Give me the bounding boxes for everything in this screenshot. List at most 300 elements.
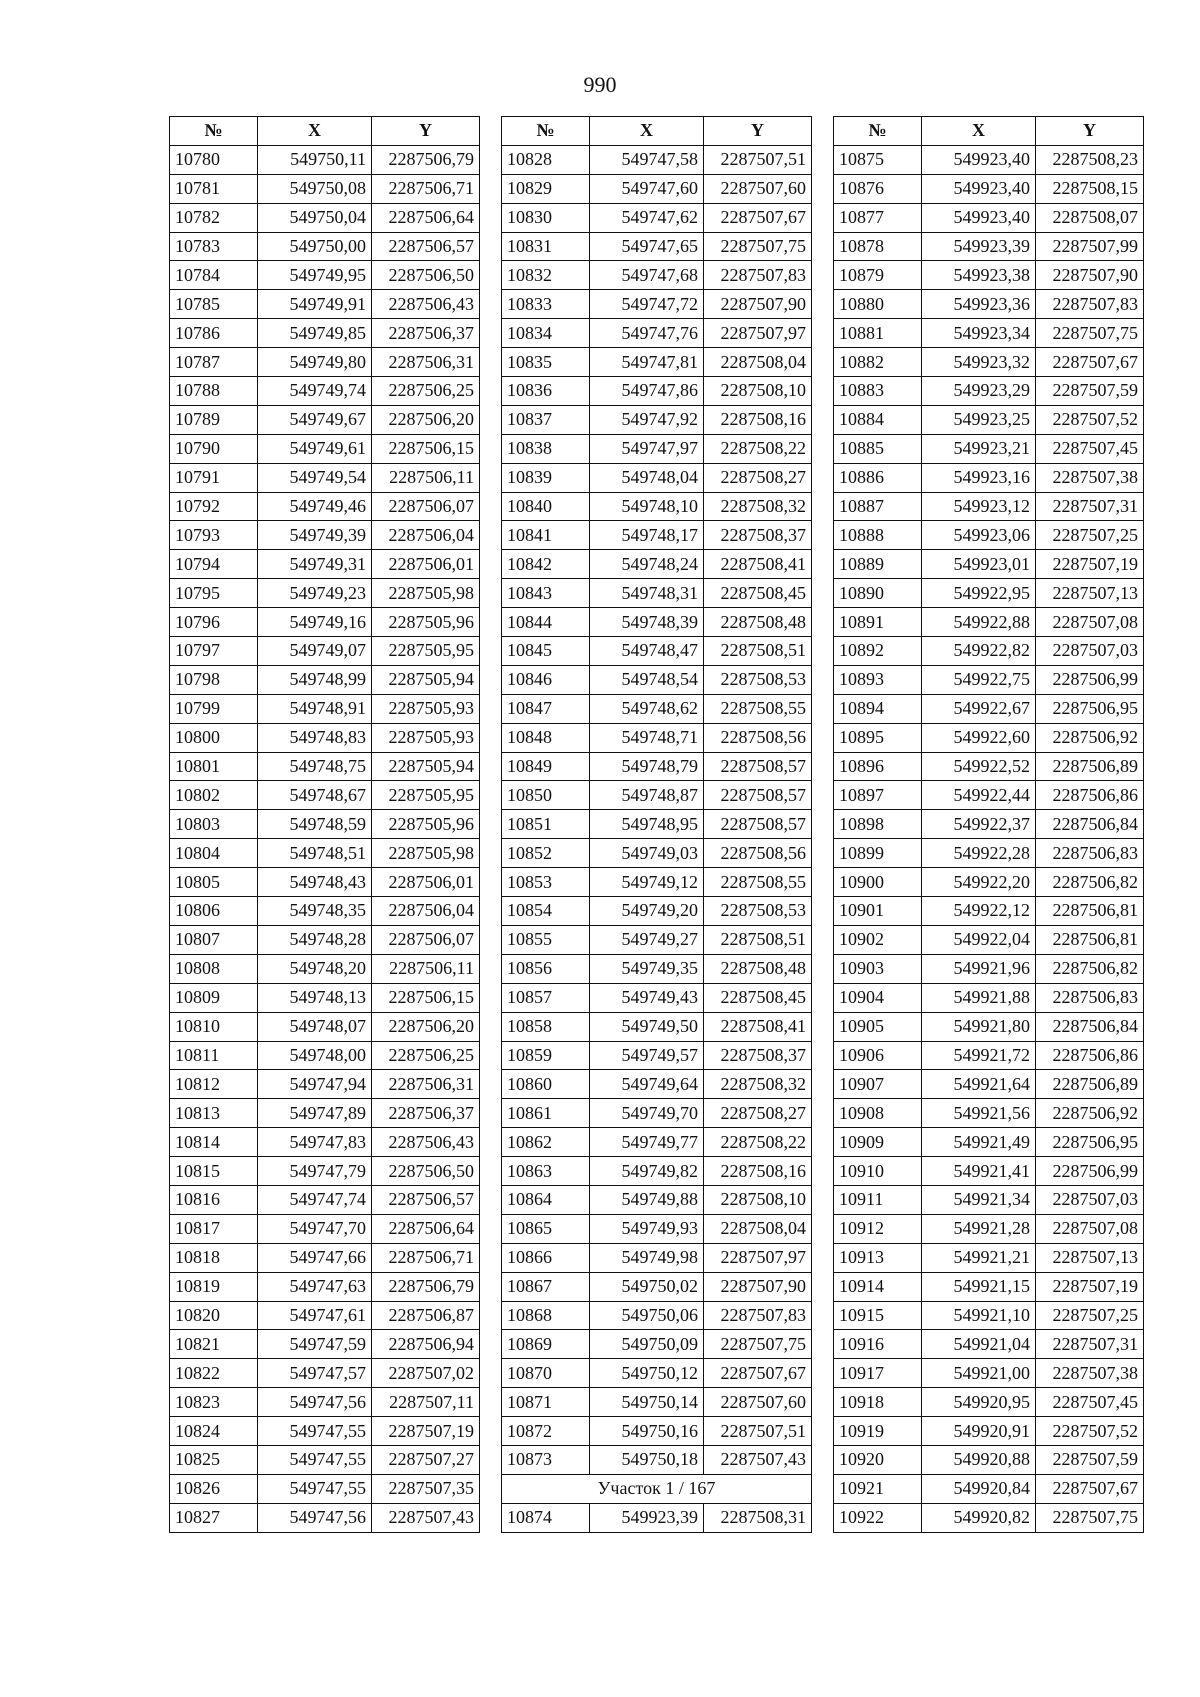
point-number-cell: 10914 (834, 1272, 922, 1301)
point-number-cell: 10859 (502, 1041, 590, 1070)
y-coordinate-cell: 2287506,31 (372, 1070, 480, 1099)
point-number-cell: 10873 (502, 1445, 590, 1474)
y-coordinate-cell: 2287506,04 (372, 897, 480, 926)
y-coordinate-cell: 2287507,60 (704, 1388, 812, 1417)
y-coordinate-cell: 2287506,37 (372, 319, 480, 348)
table-row (834, 492, 1144, 521)
x-coordinate-cell: 549922,44 (922, 781, 1036, 810)
table-row (502, 983, 812, 1012)
point-number-cell: 10866 (502, 1243, 590, 1272)
point-number-cell: 10820 (170, 1301, 258, 1330)
y-coordinate-cell: 2287507,25 (1036, 521, 1144, 550)
x-coordinate-cell: 549747,56 (258, 1503, 372, 1532)
table-row (834, 579, 1144, 608)
column-header-y: Y (372, 117, 480, 146)
y-coordinate-cell: 2287506,71 (372, 174, 480, 203)
point-number-cell: 10814 (170, 1128, 258, 1157)
y-coordinate-cell: 2287508,04 (704, 348, 812, 377)
y-coordinate-cell: 2287507,19 (1036, 1272, 1144, 1301)
x-coordinate-cell: 549748,28 (258, 925, 372, 954)
y-coordinate-cell: 2287507,35 (372, 1474, 480, 1503)
table-row (502, 145, 812, 174)
y-coordinate-cell: 2287507,51 (704, 145, 812, 174)
point-number-cell: 10922 (834, 1503, 922, 1532)
point-number-cell: 10812 (170, 1070, 258, 1099)
point-number-cell: 10843 (502, 579, 590, 608)
table-row (502, 1474, 812, 1503)
y-coordinate-cell: 2287506,57 (372, 232, 480, 261)
point-number-cell: 10892 (834, 637, 922, 666)
table-row (834, 232, 1144, 261)
table-row (502, 723, 812, 752)
x-coordinate-cell: 549749,85 (258, 319, 372, 348)
point-number-cell: 10853 (502, 868, 590, 897)
table-row (502, 925, 812, 954)
table-row (834, 1474, 1144, 1503)
table-row (170, 723, 480, 752)
y-coordinate-cell: 2287508,31 (704, 1503, 812, 1532)
column-header-x: X (590, 117, 704, 146)
x-coordinate-cell: 549747,81 (590, 348, 704, 377)
point-number-cell: 10869 (502, 1330, 590, 1359)
point-number-cell: 10805 (170, 868, 258, 897)
y-coordinate-cell: 2287506,25 (372, 377, 480, 406)
point-number-cell: 10857 (502, 983, 590, 1012)
x-coordinate-cell: 549750,11 (258, 145, 372, 174)
y-coordinate-cell: 2287506,04 (372, 521, 480, 550)
y-coordinate-cell: 2287506,71 (372, 1243, 480, 1272)
point-number-cell: 10836 (502, 377, 590, 406)
y-coordinate-cell: 2287508,45 (704, 579, 812, 608)
point-number-cell: 10821 (170, 1330, 258, 1359)
point-number-cell: 10830 (502, 203, 590, 232)
table-row (834, 983, 1144, 1012)
x-coordinate-cell: 549921,34 (922, 1185, 1036, 1214)
y-coordinate-cell: 2287507,43 (372, 1503, 480, 1532)
point-number-cell: 10782 (170, 203, 258, 232)
x-coordinate-cell: 549922,60 (922, 723, 1036, 752)
table-row (502, 377, 812, 406)
point-number-cell: 10915 (834, 1301, 922, 1330)
point-number-cell: 10838 (502, 434, 590, 463)
table-row (834, 521, 1144, 550)
x-coordinate-cell: 549923,25 (922, 405, 1036, 434)
table-row (502, 1301, 812, 1330)
y-coordinate-cell: 2287506,86 (1036, 781, 1144, 810)
x-coordinate-cell: 549749,03 (590, 839, 704, 868)
x-coordinate-cell: 549923,29 (922, 377, 1036, 406)
point-number-cell: 10850 (502, 781, 590, 810)
x-coordinate-cell: 549748,59 (258, 810, 372, 839)
table-row (502, 1503, 812, 1532)
x-coordinate-cell: 549747,89 (258, 1099, 372, 1128)
x-coordinate-cell: 549749,67 (258, 405, 372, 434)
x-coordinate-cell: 549749,88 (590, 1185, 704, 1214)
point-number-cell: 10815 (170, 1157, 258, 1186)
table-row (834, 1445, 1144, 1474)
y-coordinate-cell: 2287506,50 (372, 1157, 480, 1186)
x-coordinate-cell: 549748,71 (590, 723, 704, 752)
y-coordinate-cell: 2287506,01 (372, 868, 480, 897)
table-row (502, 608, 812, 637)
point-number-cell: 10910 (834, 1157, 922, 1186)
y-coordinate-cell: 2287505,98 (372, 839, 480, 868)
point-number-cell: 10870 (502, 1359, 590, 1388)
table-row (170, 1388, 480, 1417)
x-coordinate-cell: 549747,74 (258, 1185, 372, 1214)
x-coordinate-cell: 549750,02 (590, 1272, 704, 1301)
table-row (834, 145, 1144, 174)
point-number-cell: 10896 (834, 752, 922, 781)
x-coordinate-cell: 549923,40 (922, 174, 1036, 203)
y-coordinate-cell: 2287506,43 (372, 1128, 480, 1157)
x-coordinate-cell: 549921,49 (922, 1128, 1036, 1157)
table-header-row (834, 117, 1144, 146)
x-coordinate-cell: 549750,14 (590, 1388, 704, 1417)
x-coordinate-cell: 549749,64 (590, 1070, 704, 1099)
x-coordinate-cell: 549747,83 (258, 1128, 372, 1157)
table-row (502, 810, 812, 839)
table-row (834, 290, 1144, 319)
table-row (834, 1330, 1144, 1359)
y-coordinate-cell: 2287507,83 (704, 1301, 812, 1330)
point-number-cell: 10903 (834, 954, 922, 983)
y-coordinate-cell: 2287507,02 (372, 1359, 480, 1388)
x-coordinate-cell: 549922,88 (922, 608, 1036, 637)
table-row (834, 1128, 1144, 1157)
x-coordinate-cell: 549923,39 (590, 1503, 704, 1532)
y-coordinate-cell: 2287508,16 (704, 405, 812, 434)
table-row (170, 781, 480, 810)
point-number-cell: 10855 (502, 925, 590, 954)
x-coordinate-cell: 549748,75 (258, 752, 372, 781)
y-coordinate-cell: 2287508,04 (704, 1214, 812, 1243)
x-coordinate-cell: 549748,43 (258, 868, 372, 897)
coordinates-table-3 (833, 116, 1144, 1533)
point-number-cell: 10912 (834, 1214, 922, 1243)
y-coordinate-cell: 2287505,95 (372, 781, 480, 810)
table-row (502, 694, 812, 723)
y-coordinate-cell: 2287505,95 (372, 637, 480, 666)
y-coordinate-cell: 2287507,83 (1036, 290, 1144, 319)
y-coordinate-cell: 2287507,75 (1036, 319, 1144, 348)
point-number-cell: 10899 (834, 839, 922, 868)
table-row (170, 839, 480, 868)
y-coordinate-cell: 2287506,95 (1036, 694, 1144, 723)
table-row (834, 550, 1144, 579)
table-row (502, 1099, 812, 1128)
x-coordinate-cell: 549920,84 (922, 1474, 1036, 1503)
y-coordinate-cell: 2287507,27 (372, 1445, 480, 1474)
y-coordinate-cell: 2287507,38 (1036, 1359, 1144, 1388)
y-coordinate-cell: 2287508,48 (704, 608, 812, 637)
x-coordinate-cell: 549923,38 (922, 261, 1036, 290)
x-coordinate-cell: 549748,10 (590, 492, 704, 521)
x-coordinate-cell: 549748,35 (258, 897, 372, 926)
y-coordinate-cell: 2287507,03 (1036, 1185, 1144, 1214)
x-coordinate-cell: 549747,76 (590, 319, 704, 348)
y-coordinate-cell: 2287507,13 (1036, 1243, 1144, 1272)
point-number-cell: 10851 (502, 810, 590, 839)
table-row (170, 1099, 480, 1128)
point-number-cell: 10897 (834, 781, 922, 810)
x-coordinate-cell: 549749,57 (590, 1041, 704, 1070)
point-number-cell: 10890 (834, 579, 922, 608)
point-number-cell: 10916 (834, 1330, 922, 1359)
table-row (502, 1128, 812, 1157)
y-coordinate-cell: 2287507,75 (704, 232, 812, 261)
table-row (834, 665, 1144, 694)
y-coordinate-cell: 2287506,20 (372, 405, 480, 434)
y-coordinate-cell: 2287507,19 (1036, 550, 1144, 579)
table-row (834, 463, 1144, 492)
y-coordinate-cell: 2287508,51 (704, 925, 812, 954)
point-number-cell: 10819 (170, 1272, 258, 1301)
y-coordinate-cell: 2287508,16 (704, 1157, 812, 1186)
point-number-cell: 10876 (834, 174, 922, 203)
x-coordinate-cell: 549748,04 (590, 463, 704, 492)
point-number-cell: 10913 (834, 1243, 922, 1272)
point-number-cell: 10901 (834, 897, 922, 926)
x-coordinate-cell: 549749,82 (590, 1157, 704, 1186)
y-coordinate-cell: 2287507,38 (1036, 463, 1144, 492)
x-coordinate-cell: 549749,16 (258, 608, 372, 637)
point-number-cell: 10808 (170, 954, 258, 983)
x-coordinate-cell: 549747,97 (590, 434, 704, 463)
x-coordinate-cell: 549747,72 (590, 290, 704, 319)
x-coordinate-cell: 549920,95 (922, 1388, 1036, 1417)
y-coordinate-cell: 2287506,11 (372, 463, 480, 492)
table-row (170, 1214, 480, 1243)
y-coordinate-cell: 2287508,10 (704, 1185, 812, 1214)
point-number-cell: 10902 (834, 925, 922, 954)
x-coordinate-cell: 549749,91 (258, 290, 372, 319)
x-coordinate-cell: 549923,40 (922, 145, 1036, 174)
table-row (502, 521, 812, 550)
table-row (170, 1041, 480, 1070)
point-number-cell: 10786 (170, 319, 258, 348)
y-coordinate-cell: 2287505,93 (372, 694, 480, 723)
point-number-cell: 10783 (170, 232, 258, 261)
table-row (502, 1417, 812, 1446)
y-coordinate-cell: 2287507,90 (704, 290, 812, 319)
table-row (170, 897, 480, 926)
table-row (170, 1157, 480, 1186)
point-number-cell: 10842 (502, 550, 590, 579)
point-number-cell: 10911 (834, 1185, 922, 1214)
x-coordinate-cell: 549750,18 (590, 1445, 704, 1474)
y-coordinate-cell: 2287507,43 (704, 1445, 812, 1474)
point-number-cell: 10874 (502, 1503, 590, 1532)
y-coordinate-cell: 2287506,01 (372, 550, 480, 579)
table-row (502, 261, 812, 290)
point-number-cell: 10790 (170, 434, 258, 463)
point-number-cell: 10875 (834, 145, 922, 174)
table-row (502, 319, 812, 348)
table-row (170, 1070, 480, 1099)
table-row (502, 492, 812, 521)
table-row (502, 1012, 812, 1041)
y-coordinate-cell: 2287508,57 (704, 752, 812, 781)
x-coordinate-cell: 549748,91 (258, 694, 372, 723)
point-number-cell: 10806 (170, 897, 258, 926)
y-coordinate-cell: 2287508,53 (704, 665, 812, 694)
point-number-cell: 10787 (170, 348, 258, 377)
x-coordinate-cell: 549750,08 (258, 174, 372, 203)
point-number-cell: 10785 (170, 290, 258, 319)
y-coordinate-cell: 2287508,10 (704, 377, 812, 406)
x-coordinate-cell: 549923,16 (922, 463, 1036, 492)
y-coordinate-cell: 2287508,07 (1036, 203, 1144, 232)
x-coordinate-cell: 549749,70 (590, 1099, 704, 1128)
y-coordinate-cell: 2287507,03 (1036, 637, 1144, 666)
x-coordinate-cell: 549920,88 (922, 1445, 1036, 1474)
x-coordinate-cell: 549747,94 (258, 1070, 372, 1099)
y-coordinate-cell: 2287506,64 (372, 203, 480, 232)
x-coordinate-cell: 549750,04 (258, 203, 372, 232)
y-coordinate-cell: 2287506,83 (1036, 983, 1144, 1012)
table-row (170, 232, 480, 261)
y-coordinate-cell: 2287508,51 (704, 637, 812, 666)
y-coordinate-cell: 2287506,43 (372, 290, 480, 319)
table-row (502, 637, 812, 666)
table-row (502, 1243, 812, 1272)
y-coordinate-cell: 2287506,83 (1036, 839, 1144, 868)
x-coordinate-cell: 549922,75 (922, 665, 1036, 694)
table-row (170, 405, 480, 434)
y-coordinate-cell: 2287505,94 (372, 752, 480, 781)
point-number-cell: 10810 (170, 1012, 258, 1041)
table-row (170, 608, 480, 637)
table-row (170, 637, 480, 666)
point-number-cell: 10811 (170, 1041, 258, 1070)
x-coordinate-cell: 549920,91 (922, 1417, 1036, 1446)
point-number-cell: 10854 (502, 897, 590, 926)
point-number-cell: 10794 (170, 550, 258, 579)
x-coordinate-cell: 549921,72 (922, 1041, 1036, 1070)
section-label-cell: Участок 1 / 167 (502, 1474, 812, 1503)
table-row (502, 665, 812, 694)
y-coordinate-cell: 2287506,25 (372, 1041, 480, 1070)
point-number-cell: 10825 (170, 1445, 258, 1474)
y-coordinate-cell: 2287505,96 (372, 810, 480, 839)
table-row (834, 319, 1144, 348)
table-row (502, 1445, 812, 1474)
point-number-cell: 10893 (834, 665, 922, 694)
x-coordinate-cell: 549923,32 (922, 348, 1036, 377)
table-row (502, 174, 812, 203)
x-coordinate-cell: 549750,12 (590, 1359, 704, 1388)
table-row (502, 1359, 812, 1388)
y-coordinate-cell: 2287507,67 (704, 1359, 812, 1388)
point-number-cell: 10898 (834, 810, 922, 839)
y-coordinate-cell: 2287507,52 (1036, 405, 1144, 434)
y-coordinate-cell: 2287507,97 (704, 319, 812, 348)
point-number-cell: 10780 (170, 145, 258, 174)
point-number-cell: 10807 (170, 925, 258, 954)
y-coordinate-cell: 2287508,37 (704, 1041, 812, 1070)
table-header-row (502, 117, 812, 146)
table-row (170, 1128, 480, 1157)
point-number-cell: 10921 (834, 1474, 922, 1503)
x-coordinate-cell: 549749,95 (258, 261, 372, 290)
table-row (170, 377, 480, 406)
table-row (834, 203, 1144, 232)
table-row (170, 319, 480, 348)
table-row (502, 232, 812, 261)
table-row (502, 203, 812, 232)
table-row (834, 1301, 1144, 1330)
y-coordinate-cell: 2287506,31 (372, 348, 480, 377)
x-coordinate-cell: 549748,62 (590, 694, 704, 723)
point-number-cell: 10877 (834, 203, 922, 232)
y-coordinate-cell: 2287506,82 (1036, 954, 1144, 983)
point-number-cell: 10791 (170, 463, 258, 492)
point-number-cell: 10848 (502, 723, 590, 752)
point-number-cell: 10793 (170, 521, 258, 550)
point-number-cell: 10920 (834, 1445, 922, 1474)
x-coordinate-cell: 549749,74 (258, 377, 372, 406)
y-coordinate-cell: 2287507,31 (1036, 492, 1144, 521)
y-coordinate-cell: 2287508,53 (704, 897, 812, 926)
y-coordinate-cell: 2287508,22 (704, 434, 812, 463)
point-number-cell: 10883 (834, 377, 922, 406)
point-number-cell: 10905 (834, 1012, 922, 1041)
x-coordinate-cell: 549922,95 (922, 579, 1036, 608)
table-row (502, 434, 812, 463)
x-coordinate-cell: 549748,51 (258, 839, 372, 868)
y-coordinate-cell: 2287506,99 (1036, 665, 1144, 694)
x-coordinate-cell: 549923,12 (922, 492, 1036, 521)
y-coordinate-cell: 2287506,79 (372, 145, 480, 174)
point-number-cell: 10802 (170, 781, 258, 810)
x-coordinate-cell: 549923,36 (922, 290, 1036, 319)
x-coordinate-cell: 549749,27 (590, 925, 704, 954)
x-coordinate-cell: 549750,06 (590, 1301, 704, 1330)
x-coordinate-cell: 549748,07 (258, 1012, 372, 1041)
x-coordinate-cell: 549747,60 (590, 174, 704, 203)
x-coordinate-cell: 549749,35 (590, 954, 704, 983)
y-coordinate-cell: 2287506,86 (1036, 1041, 1144, 1070)
x-coordinate-cell: 549921,04 (922, 1330, 1036, 1359)
y-coordinate-cell: 2287506,92 (1036, 1099, 1144, 1128)
y-coordinate-cell: 2287507,75 (704, 1330, 812, 1359)
table-row (170, 348, 480, 377)
x-coordinate-cell: 549750,00 (258, 232, 372, 261)
point-number-cell: 10908 (834, 1099, 922, 1128)
point-number-cell: 10831 (502, 232, 590, 261)
table-row (170, 579, 480, 608)
point-number-cell: 10895 (834, 723, 922, 752)
point-number-cell: 10868 (502, 1301, 590, 1330)
point-number-cell: 10789 (170, 405, 258, 434)
table-row (170, 752, 480, 781)
y-coordinate-cell: 2287508,41 (704, 550, 812, 579)
point-number-cell: 10881 (834, 319, 922, 348)
x-coordinate-cell: 549747,55 (258, 1474, 372, 1503)
table-row (170, 1417, 480, 1446)
y-coordinate-cell: 2287507,08 (1036, 608, 1144, 637)
y-coordinate-cell: 2287508,41 (704, 1012, 812, 1041)
y-coordinate-cell: 2287508,56 (704, 723, 812, 752)
y-coordinate-cell: 2287507,90 (704, 1272, 812, 1301)
point-number-cell: 10804 (170, 839, 258, 868)
table-row (502, 897, 812, 926)
x-coordinate-cell: 549747,58 (590, 145, 704, 174)
x-coordinate-cell: 549747,92 (590, 405, 704, 434)
y-coordinate-cell: 2287506,37 (372, 1099, 480, 1128)
y-coordinate-cell: 2287506,99 (1036, 1157, 1144, 1186)
